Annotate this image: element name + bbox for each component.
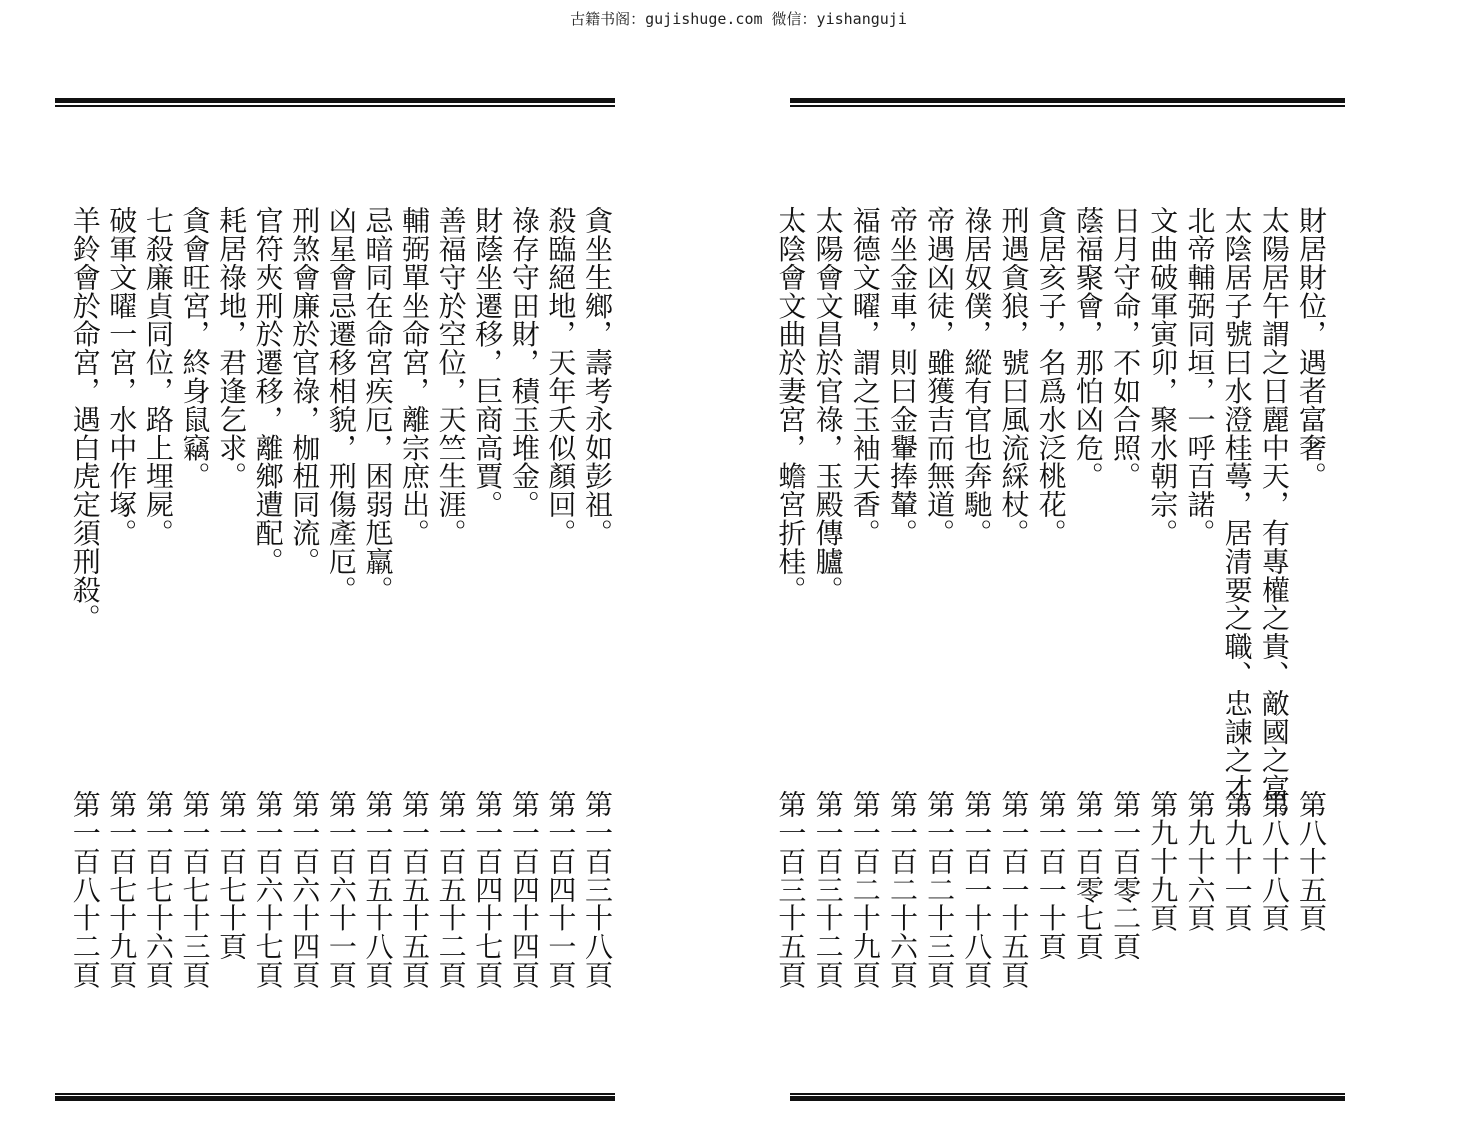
verse-line: 官符夾刑於遷移，離鄉遭配。 xyxy=(251,206,285,576)
verse-line: 忌暗同在命宮疾厄，困弱尪羸。 xyxy=(361,206,395,604)
verse-line: 帝坐金車，則曰金轝捧輦。 xyxy=(885,206,919,547)
page-reference: 第一百一十八頁 xyxy=(960,790,994,989)
page-reference: 第一百三十五頁 xyxy=(774,790,808,989)
verse-line: 貪會旺宮，終身鼠竊。 xyxy=(178,206,212,490)
page-reference: 第一百七十三頁 xyxy=(178,790,212,989)
page-reference: 第一百四十四頁 xyxy=(507,790,541,989)
verse-columns xyxy=(774,206,1329,831)
page-reference: 第一百一十五頁 xyxy=(997,790,1031,989)
verse-line: 太陽居午謂之日麗中天，有專權之貴、敵國之富。 xyxy=(1257,206,1291,831)
page-reference: 第一百六十一頁 xyxy=(324,790,358,989)
verse-line: 祿存守田財，積玉堆金。 xyxy=(507,206,541,519)
left-page xyxy=(55,0,615,1122)
bottom-border-rule xyxy=(55,1093,615,1102)
verse-columns xyxy=(55,206,615,766)
verse-line: 財蔭坐遷移，巨商高賈。 xyxy=(471,206,505,519)
top-border-rule xyxy=(55,98,615,107)
page-reference: 第一百六十七頁 xyxy=(251,790,285,989)
verse-line: 輔弼單坐命宮，離宗庶出。 xyxy=(398,206,432,547)
verse-line: 貪居亥子，名爲水泛桃花。 xyxy=(1034,206,1068,547)
verse-line: 太陽會文昌於官祿，玉殿傳臚。 xyxy=(811,206,845,604)
verse-line: 帝遇凶徒，雖獲吉而無道。 xyxy=(923,206,957,547)
verse-line: 七殺廉貞同位，路上埋屍。 xyxy=(141,206,175,547)
verse-line: 太陰居子號曰水澄桂蕚，居清要之職、忠諫之才。 xyxy=(1220,206,1254,831)
page-reference: 第九十九頁 xyxy=(1146,790,1180,932)
page-reference: 第一百六十四頁 xyxy=(288,790,322,989)
verse-line: 蔭福聚會，那怕凶危。 xyxy=(1071,206,1105,490)
verse-line: 祿居奴僕，縱有官也奔馳。 xyxy=(960,206,994,547)
page-reference: 第八十五頁 xyxy=(1295,790,1328,932)
page-reference: 第一百二十九頁 xyxy=(848,790,882,989)
page-reference: 第一百零七頁 xyxy=(1071,790,1105,961)
bottom-border-rule xyxy=(790,1093,1345,1102)
page-reference: 第一百七十頁 xyxy=(215,790,249,961)
page-reference: 第一百一十頁 xyxy=(1034,790,1068,961)
page-reference: 第一百四十七頁 xyxy=(471,790,505,989)
watermark: 古籍书阁：gujishuge.com 微信：yishanguji xyxy=(570,10,907,28)
page-reference: 第一百四十一頁 xyxy=(544,790,578,989)
top-border-rule xyxy=(790,98,1345,107)
page-reference-columns xyxy=(774,790,1329,1060)
page-reference: 第一百五十二頁 xyxy=(434,790,468,989)
page-reference: 第九十一頁 xyxy=(1220,790,1254,932)
verse-line: 凶星會忌遷移相貌，刑傷產厄。 xyxy=(324,206,358,604)
verse-line: 財居財位，遇者富奢。 xyxy=(1295,206,1328,490)
page-reference: 第八十八頁 xyxy=(1257,790,1291,932)
verse-line: 貪坐生鄉，壽考永如彭祖。 xyxy=(581,206,614,547)
verse-line: 破軍文曜一宮，水中作塚。 xyxy=(105,206,139,547)
page-reference: 第一百八十二頁 xyxy=(68,790,102,989)
verse-line: 耗居祿地，君逢乞求。 xyxy=(215,206,249,490)
verse-line: 刑煞會廉於官祿，枷杻同流。 xyxy=(288,206,322,576)
page-reference: 第一百七十九頁 xyxy=(105,790,139,989)
verse-line: 善福守於空位，天竺生涯。 xyxy=(434,206,468,547)
page-reference: 第一百零二頁 xyxy=(1109,790,1143,961)
verse-line: 殺臨絕地，天年夭似顏回。 xyxy=(544,206,578,547)
page-reference-columns xyxy=(55,790,615,1060)
verse-line: 福德文曜，謂之玉袖天香。 xyxy=(848,206,882,547)
page-reference: 第一百二十六頁 xyxy=(885,790,919,989)
right-page xyxy=(774,0,1345,1122)
verse-line: 文曲破軍寅卯，聚水朝宗。 xyxy=(1146,206,1180,547)
page-reference: 第一百五十八頁 xyxy=(361,790,395,989)
page-reference: 第一百二十三頁 xyxy=(923,790,957,989)
page-reference: 第一百七十六頁 xyxy=(141,790,175,989)
verse-line: 日月守命，不如合照。 xyxy=(1109,206,1143,490)
verse-line: 羊鈴會於命宮，遇白虎定須刑殺。 xyxy=(68,206,102,632)
page-reference: 第九十六頁 xyxy=(1183,790,1217,932)
verse-line: 北帝輔弼同垣，一呼百諾。 xyxy=(1183,206,1217,547)
page-reference: 第一百五十五頁 xyxy=(398,790,432,989)
page-reference: 第一百三十八頁 xyxy=(581,790,614,989)
verse-line: 太陰會文曲於妻宮，蟾宮折桂。 xyxy=(774,206,808,604)
verse-line: 刑遇貪狼，號曰風流綵杖。 xyxy=(997,206,1031,547)
page-reference: 第一百三十二頁 xyxy=(811,790,845,989)
